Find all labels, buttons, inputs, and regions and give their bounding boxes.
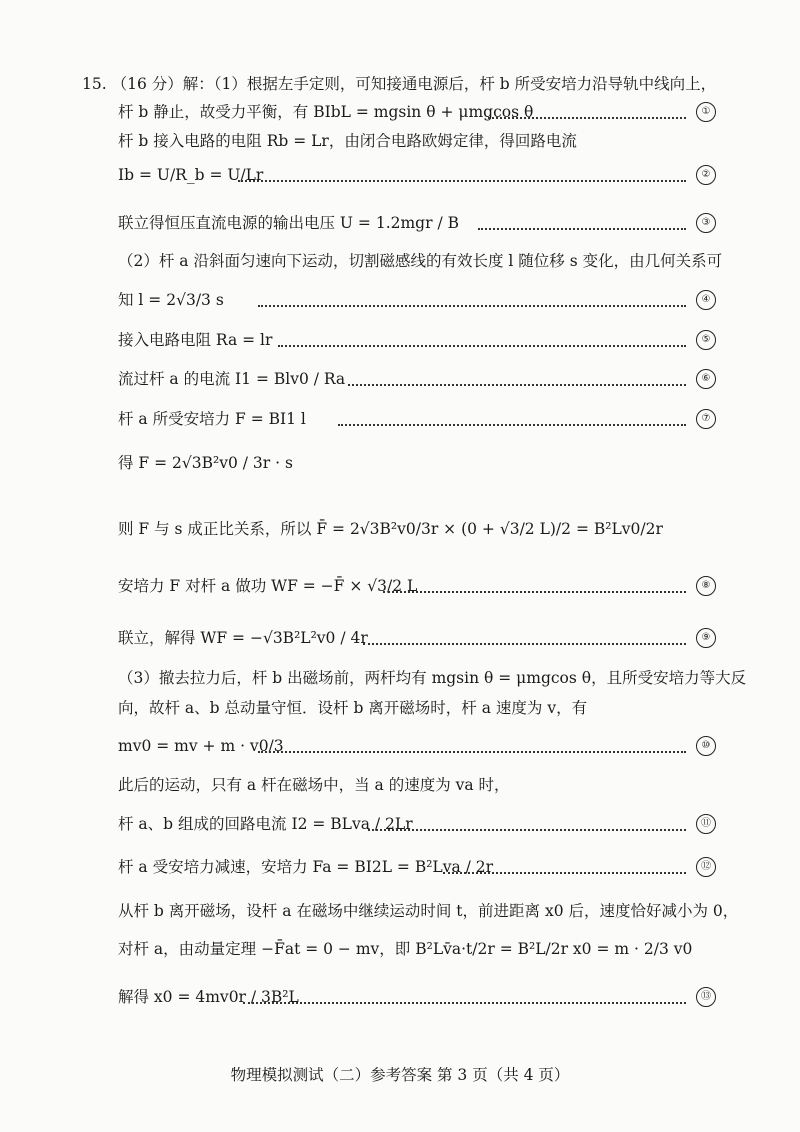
line-17	[118, 735, 716, 757]
leader-dots	[258, 303, 686, 307]
line-18	[118, 774, 716, 796]
line-8-text: 接入电路电阻 R	[118, 331, 228, 349]
eq-mark-1: ①	[696, 102, 716, 122]
leader-dots	[478, 226, 686, 230]
line-9-formula: 1 = Blv0 / Ra	[241, 370, 346, 388]
eq-mark-7: ⑦	[696, 409, 716, 429]
line-10-formula: 1 l	[286, 410, 306, 428]
eq-mark-4: ④	[696, 290, 716, 310]
line-15-text: （3）撤去拉力后，杆 b 出磁场前，两杆均有 mgsin θ = μmgcos θ，且所受安培力等大反	[118, 669, 747, 687]
line-9	[118, 368, 716, 390]
line-12-text: 则 F 与 s 成正比关系，所以 F̄ = 2√3B²v0/3r × (0 + √3/2 L)/2 = B²Lv0/2r	[118, 520, 663, 538]
line-16-text: 向，故杆 a、b 总动量守恒．设杆 b 离开磁场时，杆 a 速度为 v，有	[118, 699, 588, 717]
eq-mark-3: ③	[696, 213, 716, 233]
line-2-text: 杆 b 静止，故受力平衡，有 BI	[118, 103, 331, 121]
leader-dots	[443, 870, 686, 874]
line-13-text: 安培力 F 对杆 a 做功 W	[118, 577, 288, 595]
eq-mark-12: ⑫	[696, 857, 716, 877]
leader-dots	[258, 749, 686, 753]
line-13	[118, 575, 716, 597]
leader-dots	[348, 382, 686, 386]
line-7	[118, 289, 716, 311]
line-20-formula: a = BI2L = B²Lva / 2r	[322, 858, 494, 876]
leader-dots	[238, 178, 686, 182]
eq-mark-5: ⑤	[696, 330, 716, 350]
line-15	[118, 667, 747, 689]
line-19	[118, 813, 716, 835]
line-16	[118, 697, 716, 719]
leader-dots	[383, 589, 686, 593]
line-20	[118, 856, 716, 878]
line-8	[118, 329, 716, 351]
page-footer: 物理模拟测试（二）参考答案 第 3 页（共 4 页）	[230, 1066, 570, 1084]
line-11	[118, 452, 716, 474]
line-5-text: 联立得恒压直流电源的输出电压 U = 1.2mgr / B	[118, 214, 459, 232]
line-23	[118, 986, 716, 1008]
line-2	[118, 101, 716, 123]
eq-mark-9: ⑨	[696, 628, 716, 648]
line-21	[118, 900, 739, 922]
line-3	[118, 130, 716, 152]
line-10-text: 杆 a 所受安培力 F = BI	[118, 410, 287, 428]
eq-mark-10: ⑩	[696, 736, 716, 756]
line-8-formula: a = lr	[227, 331, 273, 349]
line-22	[118, 938, 716, 960]
line-19-formula: 2 = BLva / 2Lr	[297, 815, 413, 833]
line-6-text: （2）杆 a 沿斜面匀速向下运动，切割磁感线的有效长度 l 随位移 s 变化，由几何关系可	[118, 252, 723, 270]
line-10	[118, 408, 716, 430]
line-23-text: 解得 x	[118, 988, 163, 1006]
line-21-text: 从杆 b 离开磁场，设杆 a 在磁场中继续运动时间 t，前进距离 x0 后，速度恰好减小为 0，	[118, 902, 739, 920]
line-14-formula: F = −√3B²L²v0 / 4r	[216, 629, 368, 647]
line-11-text: 得 F = 2√3B²v0 / 3r · s	[118, 454, 293, 472]
line-22-text: 对杆 a，由动量定理 −F̄at = 0 − mv，即 B²Lv̄a·t/2r = B²L/2r x0 = m · 2/3 v0	[118, 940, 693, 958]
leader-dots	[278, 343, 686, 347]
line-1-text: 15. （16 分）解：（1）根据左手定则，可知接通电源后，杆 b 所受安培力沿导轨中线向上，	[82, 75, 717, 93]
line-14-text: 联立，解得 W	[118, 629, 217, 647]
line-4-formula: b = U/R_b = U/Lr	[124, 166, 264, 184]
line-4	[118, 164, 716, 186]
line-18-text: 此后的运动，只有 a 杆在磁场中，当 a 的速度为 va 时，	[118, 776, 510, 794]
line-19-text: 杆 a、b 组成的回路电流 I	[118, 815, 298, 833]
line-3-text: 杆 b 接入电路的电阻 R	[118, 132, 279, 150]
line-4-text: I	[118, 166, 125, 184]
leader-dots	[368, 827, 686, 831]
leader-dots	[338, 422, 686, 426]
eq-mark-2: ②	[696, 165, 716, 185]
leader-dots	[363, 641, 686, 645]
line-5	[118, 212, 716, 234]
line-20-text: 杆 a 受安培力减速，安培力 F	[118, 858, 323, 876]
line-3-formula: b = Lr，由闭合电路欧姆定律，得回路电流	[278, 132, 577, 150]
line-12	[118, 518, 716, 540]
line-1	[82, 73, 716, 95]
leader-dots	[488, 115, 686, 119]
line-9-text: 流过杆 a 的电流 I	[118, 370, 242, 388]
line-14	[118, 627, 716, 649]
line-6	[118, 250, 723, 272]
line-17-text: mv0 = mv + m · v0/3	[118, 737, 284, 755]
line-23-formula: 0 = 4mv0r / 3B²L	[162, 988, 299, 1006]
eq-mark-6: ⑥	[696, 369, 716, 389]
eq-mark-13: ⑬	[696, 987, 716, 1007]
eq-mark-8: ⑧	[696, 576, 716, 596]
line-2-formula: bL = mgsin θ + μmgcos θ	[330, 103, 534, 121]
leader-dots	[243, 1000, 686, 1004]
line-7-text: 知 l = 2√3/3 s	[118, 291, 224, 309]
eq-mark-11: ⑪	[696, 814, 716, 834]
line-13-formula: F = −F̄ × √3/2 L	[287, 577, 418, 595]
